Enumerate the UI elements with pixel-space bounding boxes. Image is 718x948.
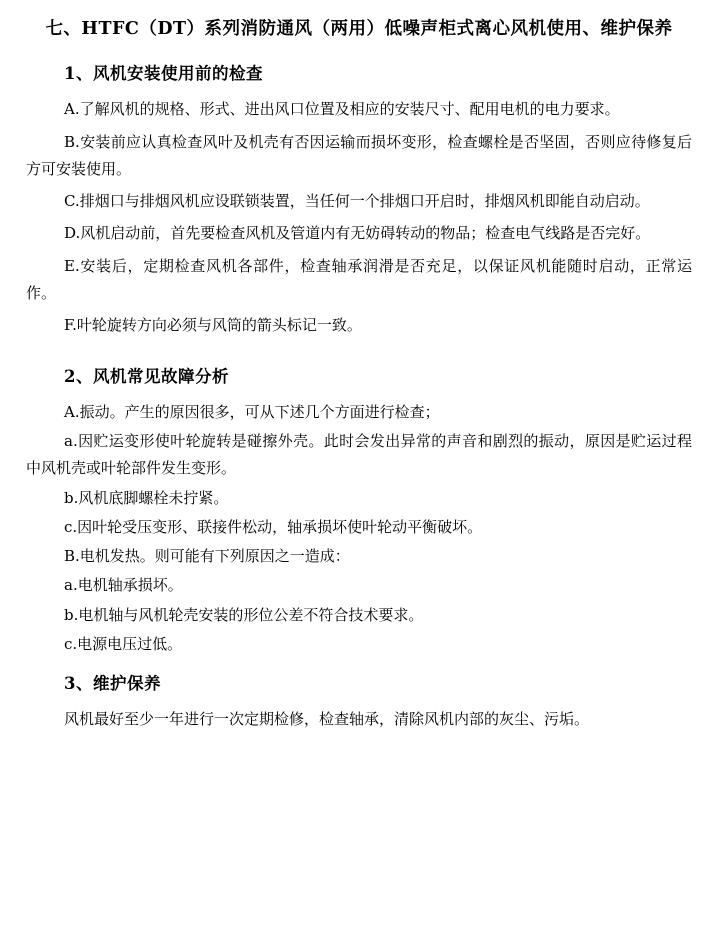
paragraph: c.电源电压过低。 (64, 635, 183, 653)
paragraph: D.风机启动前，首先要检查风机及管道内有无妨碍转动的物品；检查电气线路是否完好。 (64, 224, 651, 243)
paragraph: A.了解风机的规格、形式、进出风口位置及相应的安装尺寸、配用电机的电力要求。 (64, 100, 620, 119)
paragraph: F.叶轮旋转方向必须与风筒的箭头标记一致。 (64, 316, 362, 335)
page-title: 七、HTFC（DT）系列消防通风（两用）低噪声柜式离心风机使用、维护保养 (45, 19, 673, 39)
paragraph: C.排烟口与排烟风机应设联锁装置，当任何一个排烟口开启时，排烟风机即能自动启动。 (64, 192, 650, 211)
paragraph: B.电机发热。则可能有下列原因之一造成： (64, 547, 350, 566)
paragraph: A.振动。产生的原因很多，可从下述几个方面进行检查； (64, 402, 440, 421)
paragraph: E.安装后，定期检查风机各部件，检查轴承润滑是否充足，以保证风机能随时启动，正常运作。 (26, 256, 692, 303)
section-heading-3: 3、维护保养 (64, 674, 161, 694)
section-spacer (26, 345, 692, 363)
paragraph: b.电机轴与风机轮壳安装的形位公差不符合技术要求。 (64, 605, 424, 624)
paragraph: c.因叶轮受压变形、联接件松动，轴承损坏使叶轮动平衡破坏。 (64, 517, 483, 536)
section-spacer (26, 660, 692, 670)
section-heading-1: 1、风机安装使用前的检查 (64, 64, 263, 84)
paragraph: B.安装前应认真检查风叶及机壳有否因运输而损坏变形，检查螺栓是否坚固，否则应待修复后方可安装使用。 (26, 132, 692, 178)
paragraph: 风机最好至少一年进行一次定期检修，检查轴承，清除风机内部的灰尘、污垢。 (64, 710, 590, 729)
paragraph: b.风机底脚螺栓未拧紧。 (64, 488, 229, 507)
paragraph: a.因贮运变形使叶轮旋转是碰擦外壳。此时会发出异常的声音和剧烈的振动，原因是贮运过程中风机壳或叶轮部件发生变形。 (26, 431, 692, 478)
paragraph: a.电机轴承损坏。 (64, 576, 183, 595)
section-heading-2: 2、风机常见故障分析 (64, 366, 229, 386)
